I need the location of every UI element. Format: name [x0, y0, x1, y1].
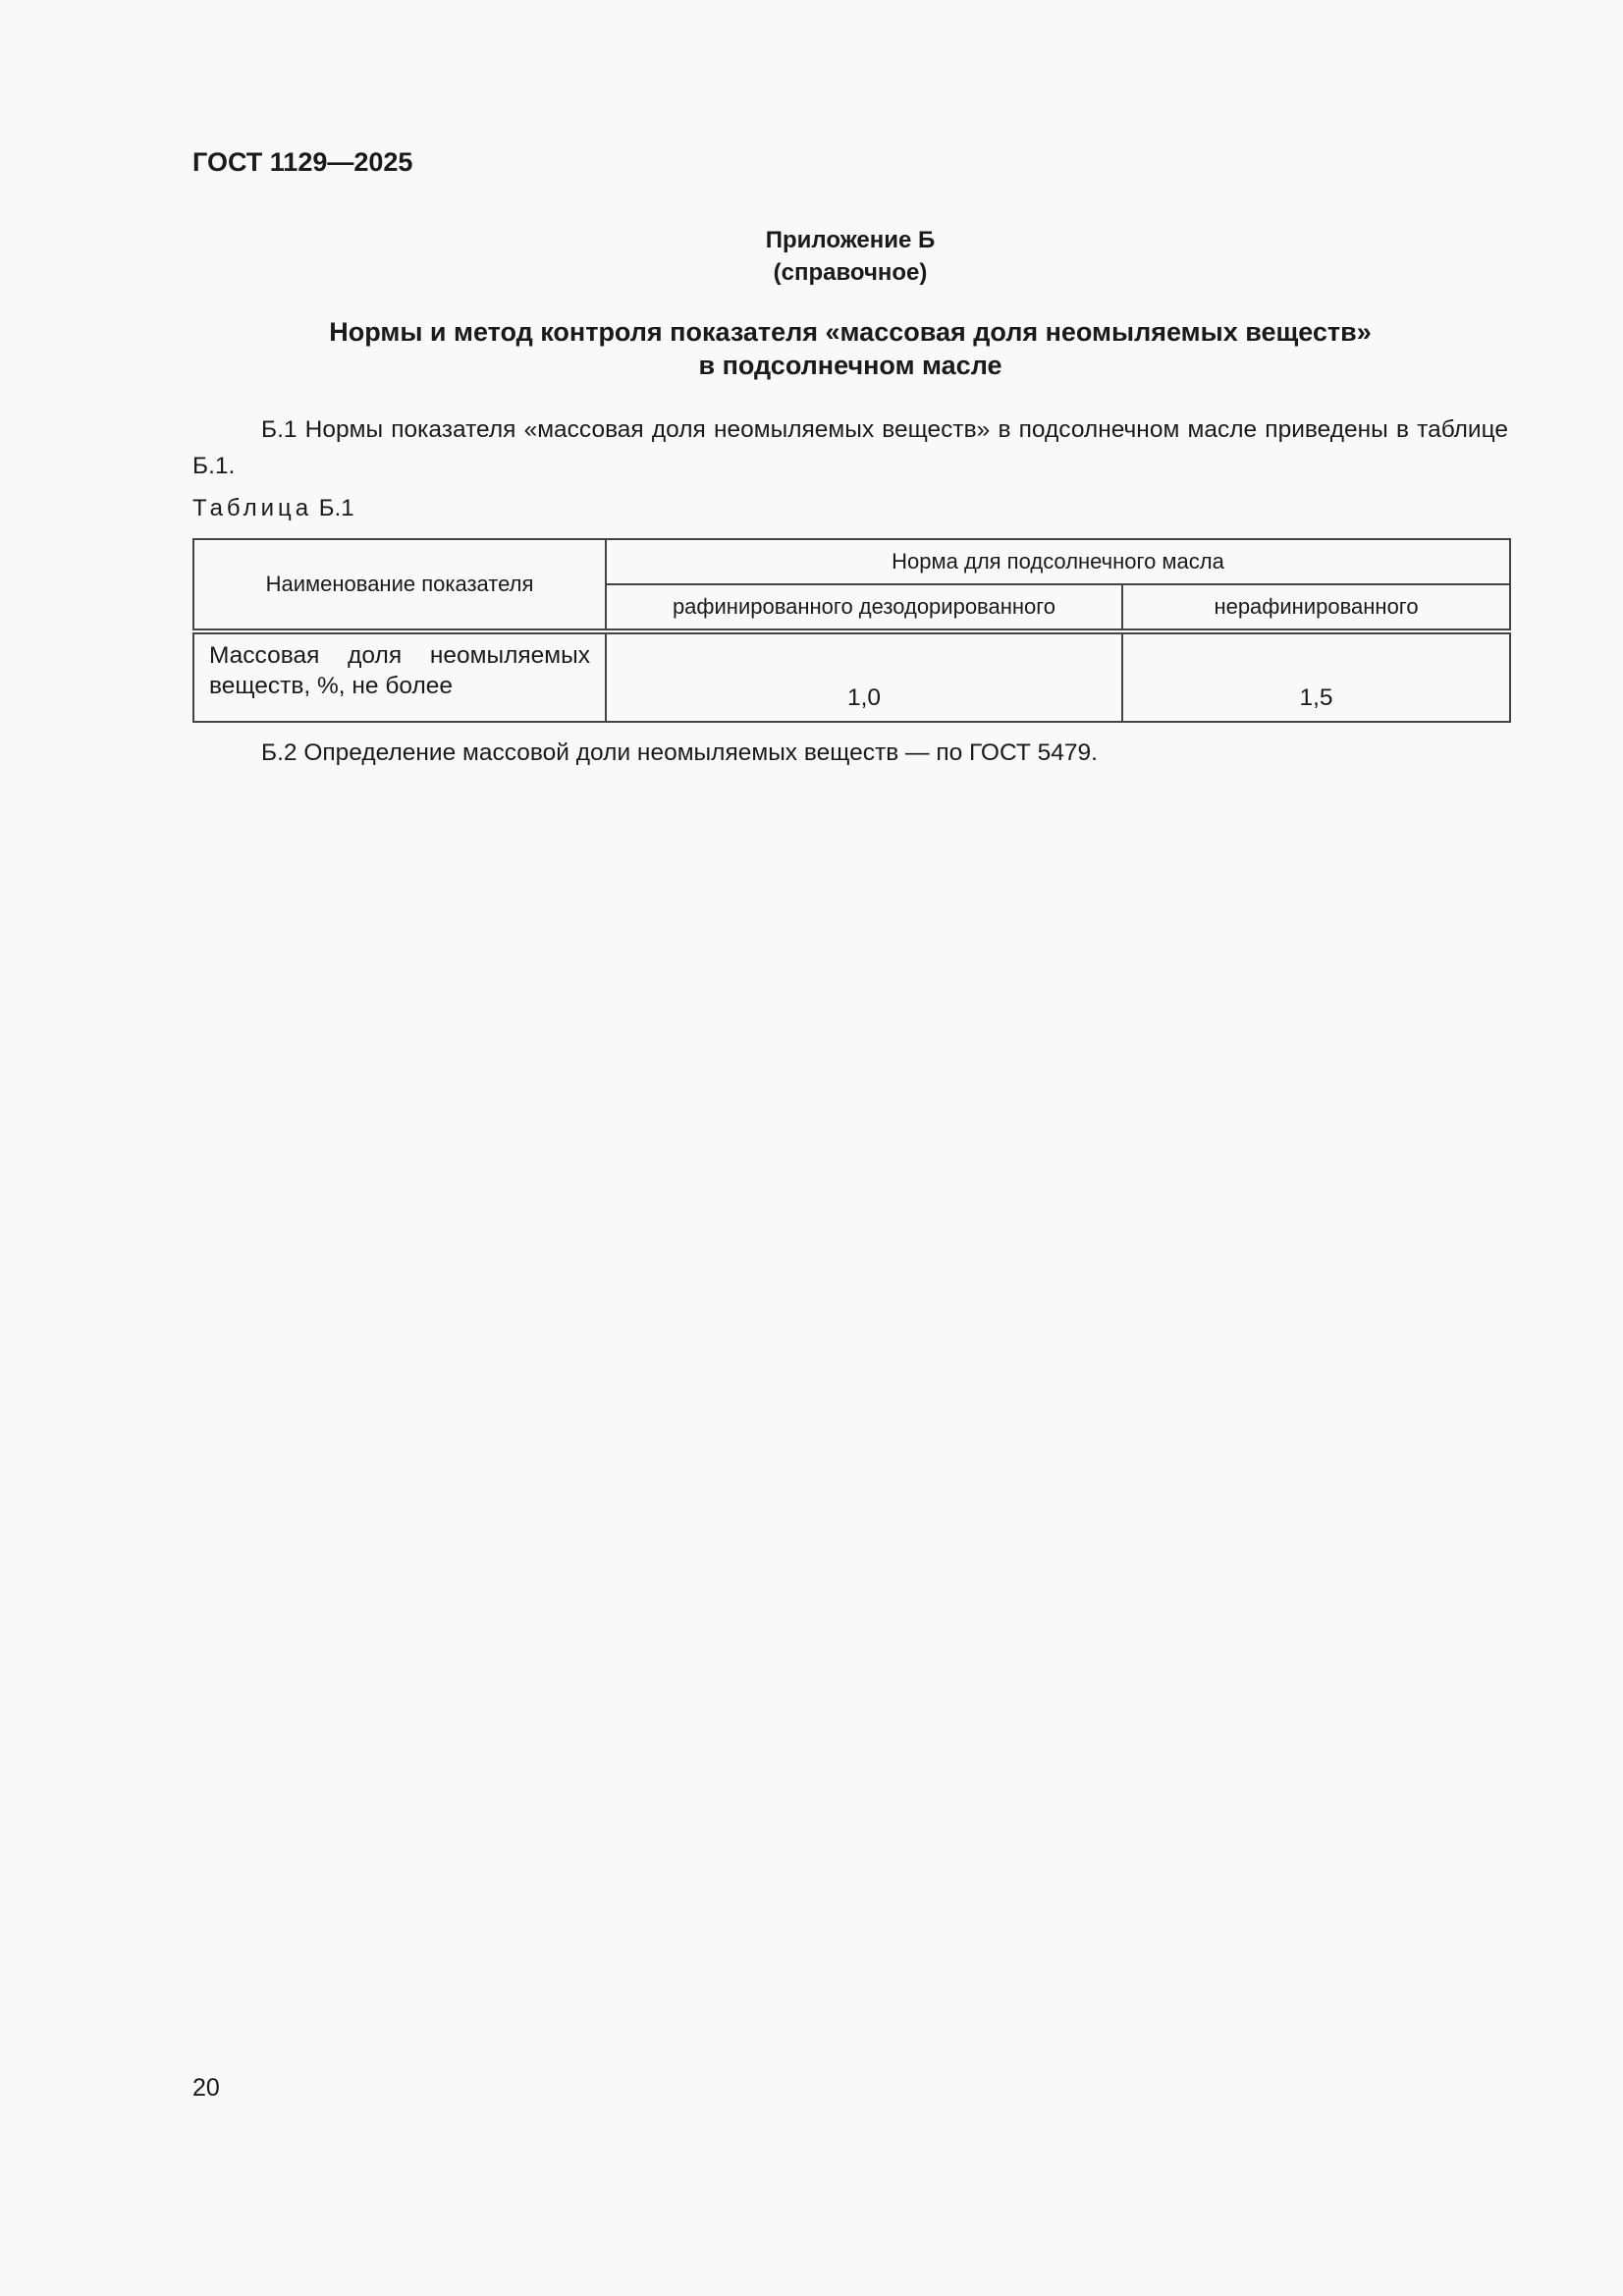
section-title-line1: Нормы и метод контроля показателя «массовая доля неомыляемых веществ» — [329, 317, 1372, 347]
row-refined-value: 1,0 — [606, 631, 1122, 722]
appendix-heading — [192, 224, 1508, 289]
section-title — [192, 315, 1508, 382]
row-unrefined-value: 1,5 — [1122, 631, 1510, 722]
document-code: ГОСТ 1129—2025 — [192, 147, 413, 177]
header-norm-group: Норма для подсолнечного масла — [606, 539, 1510, 584]
appendix-title: Приложение Б — [765, 227, 936, 253]
header-refined-column: рафинированного дезодорированного — [606, 584, 1122, 631]
appendix-type: (справочное) — [773, 259, 928, 286]
page-number: 20 — [192, 2074, 220, 2102]
table-caption-word: Таблица — [192, 495, 313, 521]
paragraph-b2: Б.2 Определение массовой доли неомыляемых веществ — по ГОСТ 5479. — [261, 739, 1098, 766]
header-indicator-name: Наименование показателя — [193, 539, 606, 631]
table-caption-number: Б.1 — [318, 495, 354, 521]
header-unrefined-column: нерафинированного — [1122, 584, 1510, 631]
section-title-line2: в подсолнечном масле — [698, 351, 1002, 380]
table-caption — [192, 495, 354, 522]
table-row — [193, 631, 1510, 722]
paragraph-b1: Б.1 Нормы показателя «массовая доля неомыляемых веществ» в подсолнечном масле приведены в таблице Б.1. — [192, 416, 1508, 479]
norms-table — [192, 538, 1511, 723]
row-indicator-name: Массовая доля неомыляемых веществ, %, не более — [193, 631, 606, 722]
